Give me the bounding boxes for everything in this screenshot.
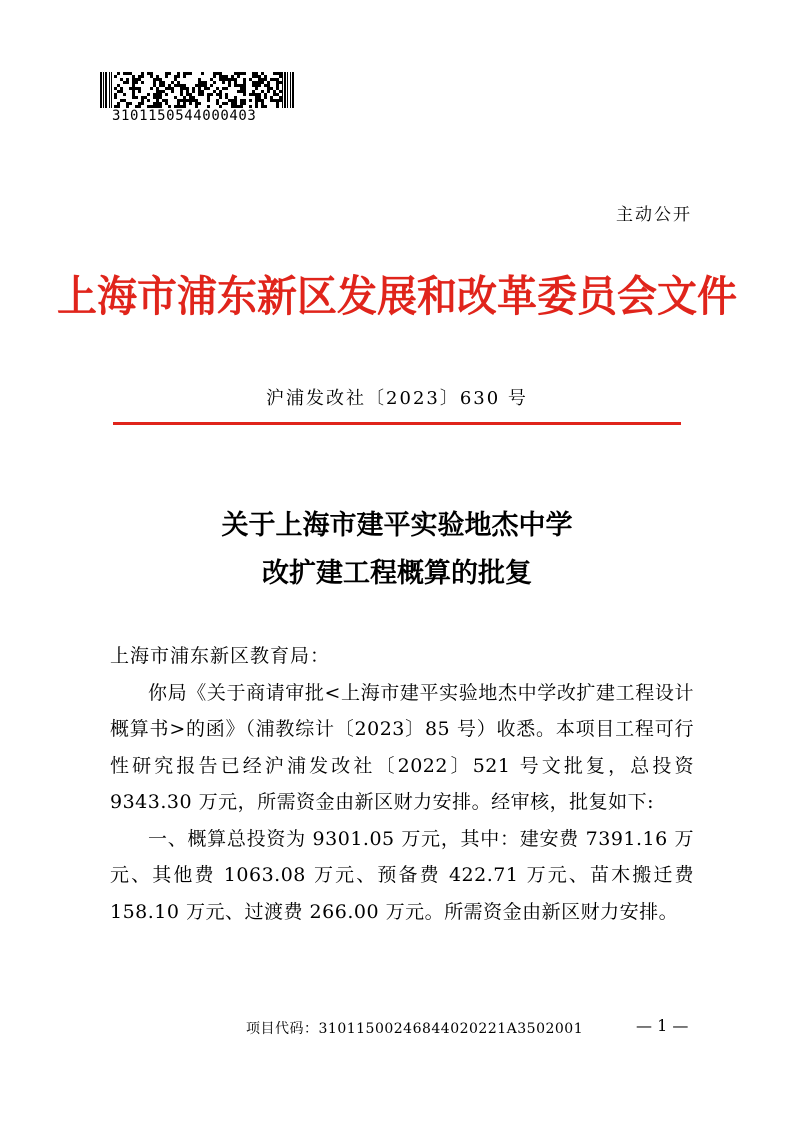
- body-paragraph-1: 你局《关于商请审批<上海市建平实验地杰中学改扩建工程设计概算书>的函》（浦教综计〔2023〕85 号）收悉。本项目工程可行性研究报告已经沪浦发改社〔2022〕521 号文批复，总投资 9343.30 万元，所需资金由新区财力安排。经审核，批复如下:: [110, 681, 694, 813]
- red-divider-line: [113, 422, 681, 425]
- document-body: [110, 638, 694, 930]
- body-paragraph-2: 一、概算总投资为 9301.05 万元，其中：建安费 7391.16 万元、其他费 1063.08 万元、预备费 422.71 万元、苗木搬迁费 158.10 万元、过渡费 266.00 万元。所需资金由新区财力安排。: [110, 827, 694, 923]
- barcode-number: 3101150544000403: [112, 108, 257, 124]
- title-line-1: 关于上海市建平实验地杰中学: [221, 510, 573, 541]
- document-title: [0, 502, 794, 598]
- document-header-title: 上海市浦东新区发展和改革委员会文件: [57, 271, 737, 322]
- barcode-image: [100, 72, 295, 108]
- disclosure-label: 主动公开: [616, 205, 692, 225]
- title-line-2: 改扩建工程概算的批复: [262, 558, 532, 589]
- document-number: 沪浦发改社〔2023〕630 号: [266, 388, 528, 409]
- salutation: 上海市浦东新区教育局：: [110, 645, 331, 667]
- project-code: 项目代码：31011500246844020221A3502001: [246, 1021, 584, 1037]
- page-number: — 1 —: [636, 1016, 689, 1035]
